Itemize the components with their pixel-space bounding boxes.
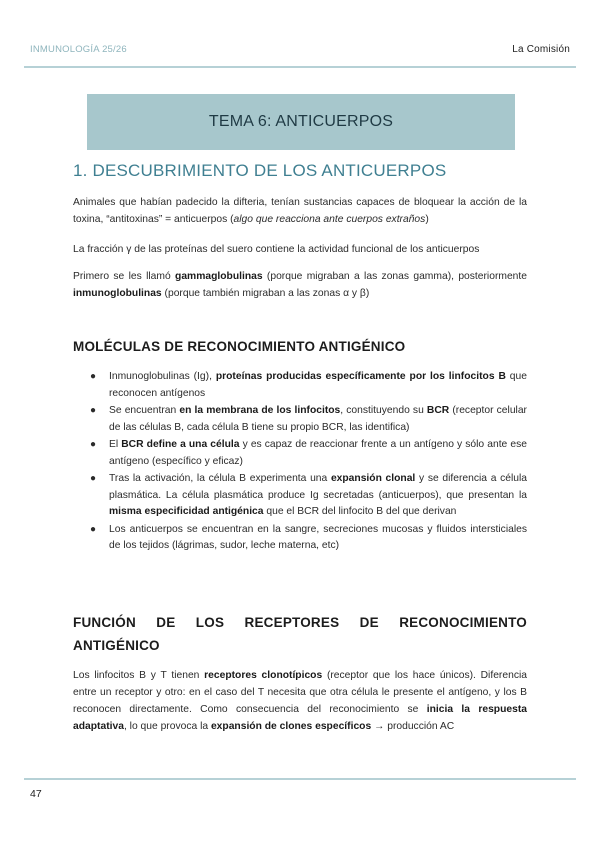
text-span: y es capaz de reaccionar frente a un antígeno y sólo ante ese antígeno (específico y eficaz) xyxy=(109,439,527,467)
bold-span: proteínas producidas específicamente por los linfocitos B xyxy=(215,371,506,382)
text-span: , constituyendo su xyxy=(340,405,427,416)
section-heading-function-line2: ANTIGÉNICO xyxy=(73,638,160,653)
text-span: (porque también migraban a las zonas α y β) xyxy=(161,288,370,299)
text-span: El xyxy=(109,439,122,450)
text-span: (porque migraban a las zonas gamma), posteriormente xyxy=(262,271,527,282)
text-span: que el BCR del linfocito B del que derivan xyxy=(263,506,457,517)
text-span: Inmunoglobulinas (Ig), xyxy=(109,371,216,382)
paragraph-gamma-fraction: La fracción γ de las proteínas del suero contiene la actividad funcional de los anticuerpos xyxy=(73,244,480,255)
text-span: y se diferencia a célula plasmática. La célula plasmática produce Ig secretadas (anticuerpos), que presentan la xyxy=(109,473,528,501)
bold-span: receptores clonotípicos xyxy=(204,670,323,681)
bold-span: expansión clonal xyxy=(330,473,416,484)
bullet-dot: ● xyxy=(90,371,97,382)
bullet-list-molecules xyxy=(73,369,527,556)
text-span: Primero se les llamó xyxy=(73,271,176,282)
paragraph-naming xyxy=(73,268,527,302)
bold-span: gammaglobulinas xyxy=(175,271,263,282)
list-item xyxy=(73,369,527,402)
list-item xyxy=(73,471,527,521)
bold-span: en la membrana de los linfocitos xyxy=(179,405,341,416)
bold-span: BCR xyxy=(426,405,450,416)
bullet-dot: ● xyxy=(90,439,97,450)
bold-span: BCR define a una célula xyxy=(121,439,240,450)
text-span: Los linfocitos B y T tienen xyxy=(73,670,205,681)
bold-span: inmunoglobulinas xyxy=(73,288,162,299)
page-number: 47 xyxy=(30,788,42,800)
header-author-label: La Comisión xyxy=(512,44,570,55)
text-span: (receptor celular de las células B, cada célula B tiene su propio BCR, las identifica) xyxy=(109,405,527,433)
text-span: Los anticuerpos se encuentran en la sangre, secreciones mucosas y fluidos intersticiales de los tejidos (lágrimas, sudor, leche materna, etc) xyxy=(109,523,527,551)
paragraph-receptors xyxy=(73,667,527,735)
footer-divider xyxy=(24,778,576,780)
text-span: Tras la activación, la célula B experimenta una xyxy=(109,473,331,484)
bullet-dot: ● xyxy=(90,523,97,535)
section-heading-function-line1: FUNCIÓN DE LOS RECEPTORES DE RECONOCIMIENTO xyxy=(73,615,527,630)
header-divider xyxy=(24,66,576,68)
bullet-dot: ● xyxy=(90,405,97,416)
bold-span: misma especificidad antigénica xyxy=(109,506,264,517)
chapter-title: TEMA 6: ANTICUERPOS xyxy=(208,113,394,130)
list-item xyxy=(73,403,527,436)
bold-span: inicia la respuesta adaptativa xyxy=(73,704,527,732)
text-span: , lo que provoca la xyxy=(123,721,211,732)
bullet-dot: ● xyxy=(90,473,97,484)
list-item xyxy=(73,437,527,470)
bold-span: expansión de clones específicos xyxy=(210,721,372,732)
section-heading-discovery: 1. DESCUBRIMIENTO DE LOS ANTICUERPOS xyxy=(73,161,447,180)
section-heading-molecules: MOLÉCULAS DE RECONOCIMIENTO ANTIGÉNICO xyxy=(73,339,406,354)
italic-span: algo que reacciona ante cuerpos extraños xyxy=(233,214,426,225)
list-item xyxy=(73,522,527,555)
chapter-title-box xyxy=(87,94,515,150)
text-span: que reconocen antígenos xyxy=(109,371,527,399)
paragraph-antitoxins xyxy=(73,194,527,228)
text-span: Se encuentran xyxy=(109,405,180,416)
text-span: ) xyxy=(425,214,429,225)
text-span: Animales que habían padecido la difteria, tenían sustancias capaces de bloquear la acción de la toxina, “antitoxinas” = anticuerpos ( xyxy=(73,197,527,225)
text-span: → producción AC xyxy=(371,721,455,732)
header-course-label: INMUNOLOGÍA 25/26 xyxy=(30,44,127,55)
text-span: (receptor que los hace únicos). Diferencia entre un receptor y otro: en el caso del T necesita que otra célula le presente el antígeno, y los B reconocen directamente. Como consecuencia del reconocimiento se xyxy=(73,670,527,715)
